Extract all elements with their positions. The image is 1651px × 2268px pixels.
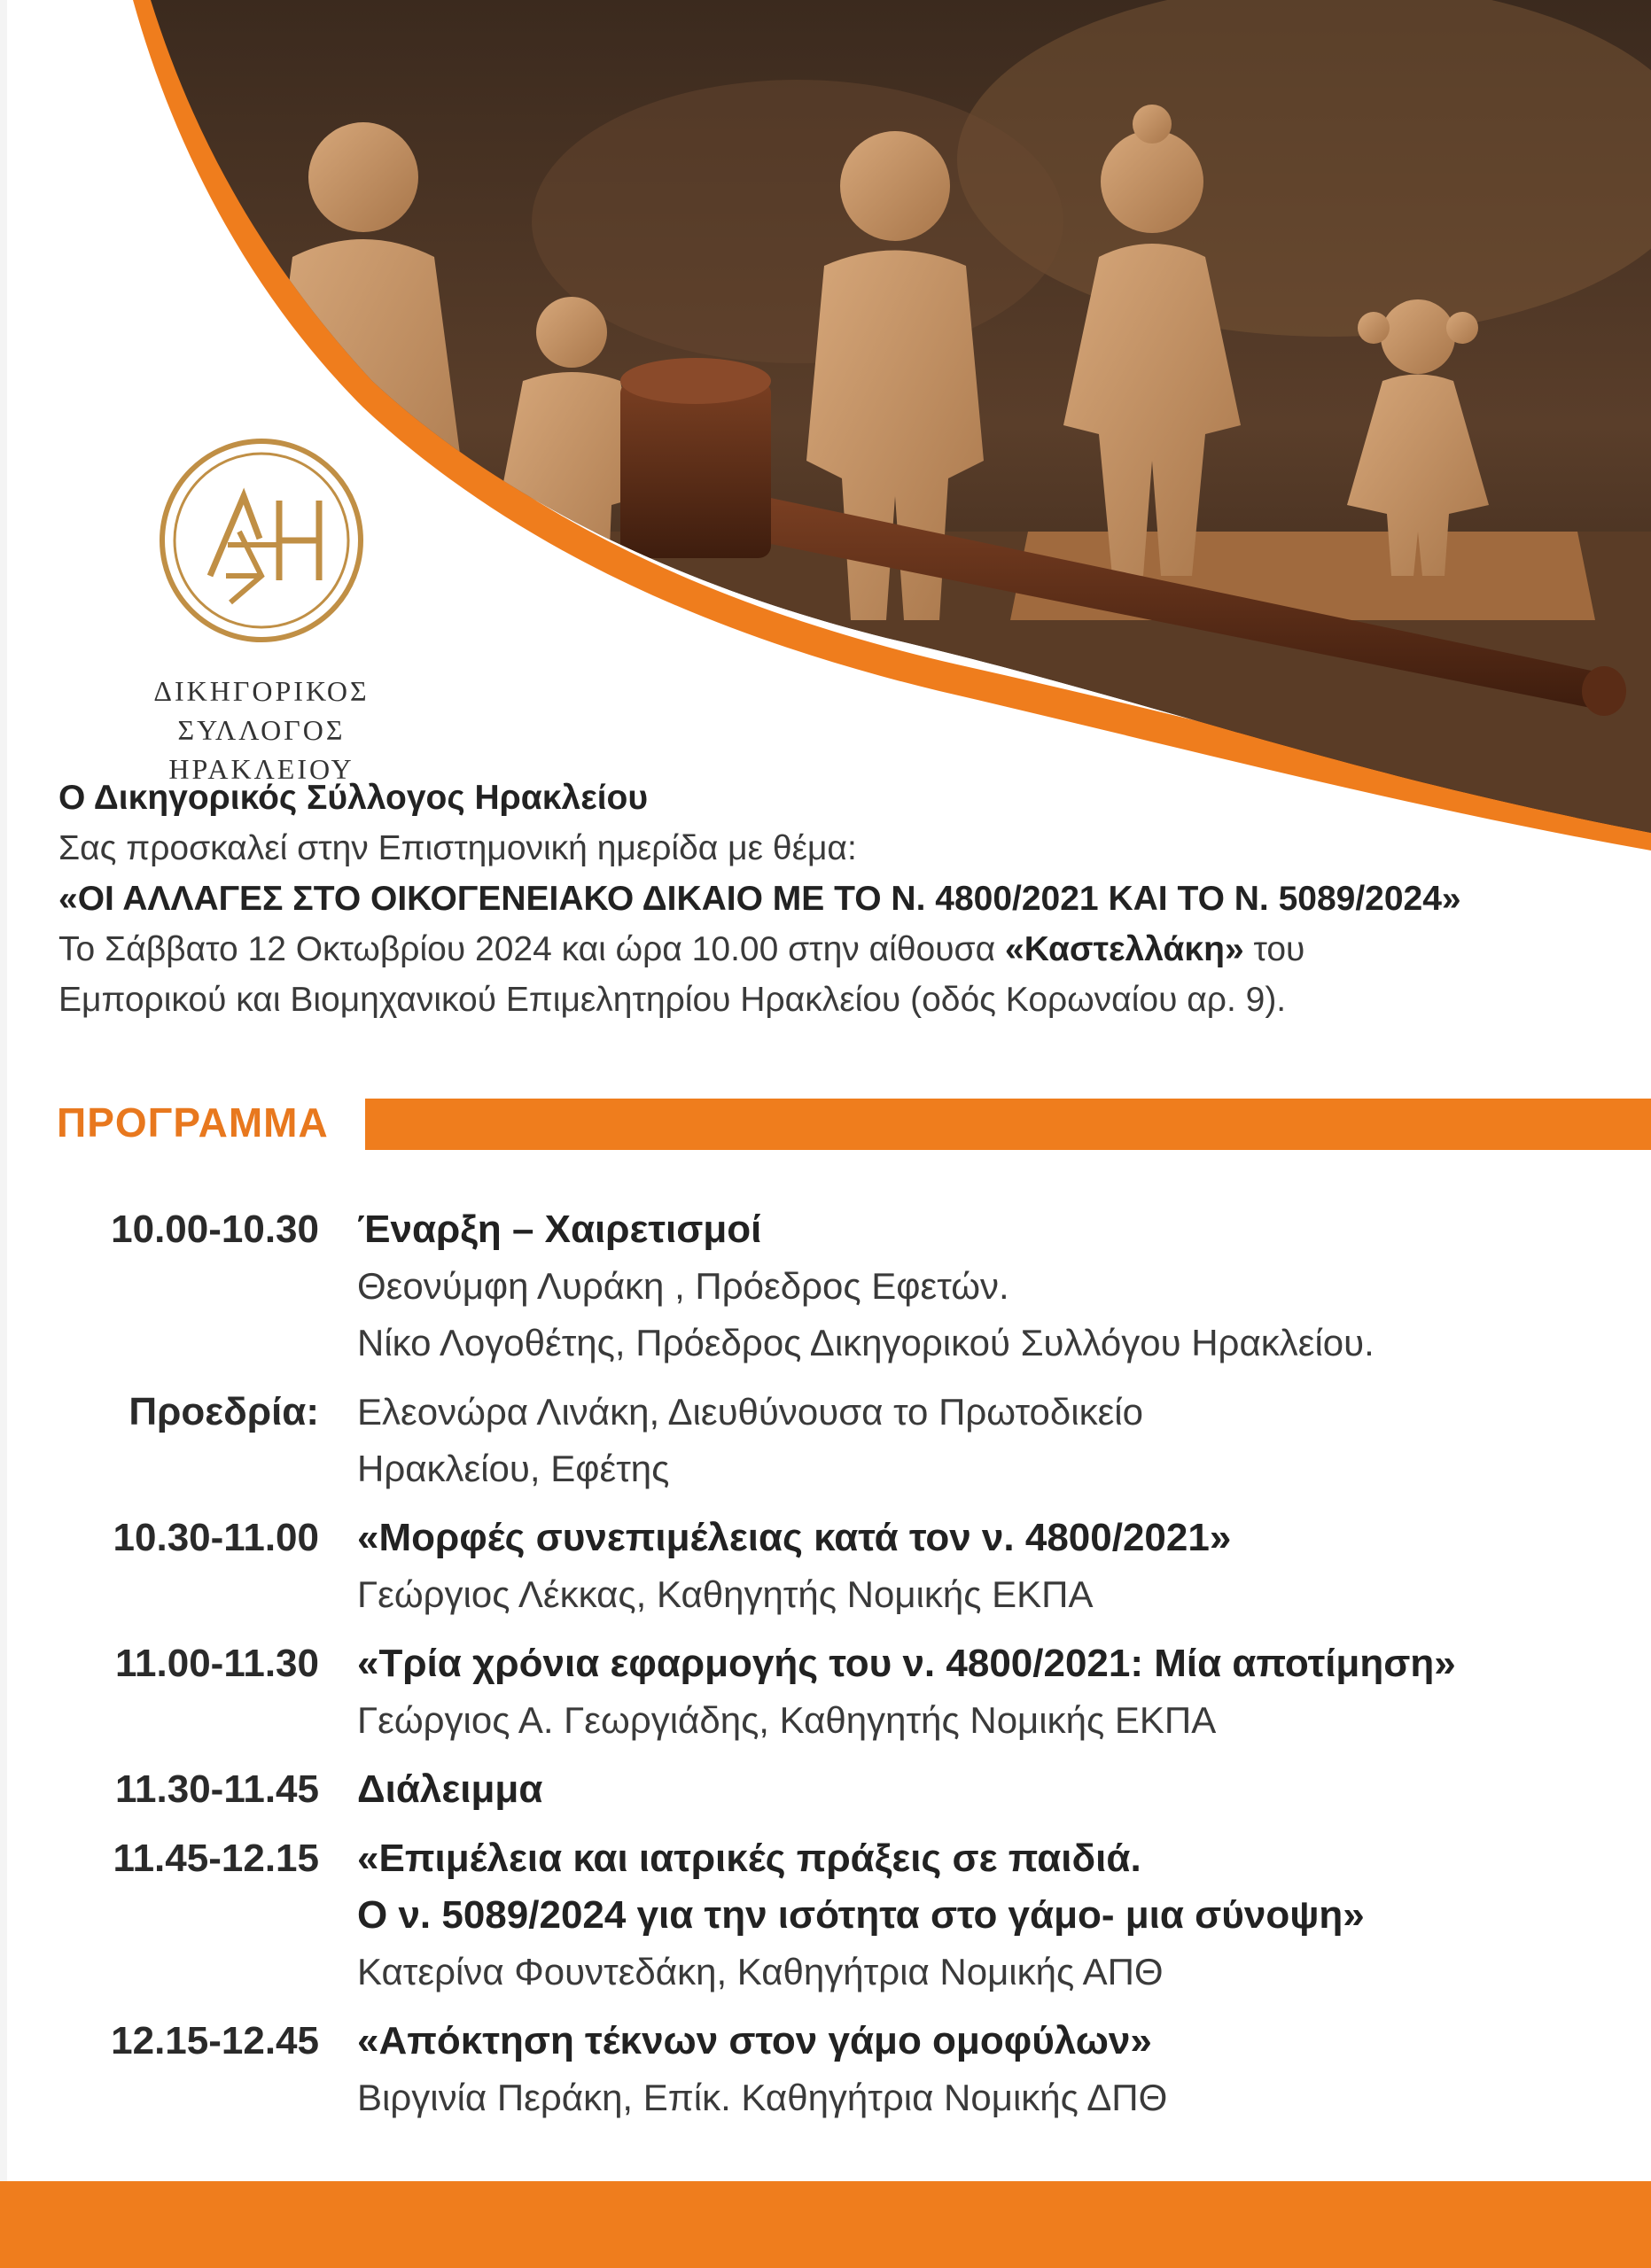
program-heading-bar (365, 1099, 1651, 1150)
session-title: Διάλειμμα (357, 1767, 543, 1811)
schedule-time: 11.00-11.30 (114, 1642, 319, 1685)
program-schedule (0, 1201, 1651, 2126)
session-title: «Μορφές συνεπιμέλειας κατά τον ν. 4800/2021» (357, 1516, 1232, 1559)
schedule-time: 11.30-11.45 (114, 1767, 319, 1811)
schedule-row (0, 1384, 1651, 1497)
schedule-row (0, 1761, 1651, 1818)
address-line: Εμπορικού και Βιομηχανικού Επιμελητηρίου Ηρακλείου (οδός Κορωναίου αρ. 9). (58, 981, 1287, 1019)
date-line (58, 924, 1618, 975)
speaker-line: Θεονύμφη Λυράκη , Πρόεδρος Εφετών. (357, 1265, 1009, 1307)
venue-name: «Καστελλάκη» (1005, 930, 1244, 968)
speaker-line: Βιργινία Περάκη, Επίκ. Καθηγήτρια Νομικής ΔΠΘ (357, 2077, 1168, 2118)
logo-emblem (155, 434, 368, 647)
schedule-row (0, 1510, 1651, 1623)
schedule-time: 12.15-12.45 (111, 2019, 319, 2062)
speaker-line: Κατερίνα Φουντεδάκη, Καθηγήτρια Νομικής ΑΠΘ (357, 1951, 1164, 1992)
speaker-line: Γεώργιος Λέκκας, Καθηγητής Νομικής ΕΚΠΑ (357, 1573, 1094, 1615)
association-logo (71, 434, 452, 788)
speaker-line: Νίκο Λογοθέτης, Πρόεδρος Δικηγορικού Συλλόγου Ηρακλείου. (357, 1322, 1375, 1363)
schedule-time: 10.00-10.30 (111, 1208, 319, 1251)
date-suffix: του (1243, 930, 1305, 968)
schedule-time: 10.30-11.00 (113, 1516, 319, 1559)
logo-name-line2: ΗΡΑΚΛΕΙΟΥ (168, 753, 354, 785)
speaker-line: Ηρακλείου, Εφέτης (357, 1448, 670, 1489)
event-title: «ΟΙ ΑΛΛΑΓΕΣ ΣΤΟ ΟΙΚΟΓΕΝΕΙΑΚΟ ΔΙΚΑΙΟ ΜΕ ΤΟ Ν. 4800/2021 ΚΑΙ ΤΟ Ν. 5089/2024» (58, 880, 1461, 918)
invitation-text (58, 773, 1618, 1025)
session-title: «Επιμέλεια και ιατρικές πράξεις σε παιδιά. (357, 1837, 1141, 1880)
date-text: Το Σάββατο 12 Οκτωβρίου 2024 και ώρα 10.00 στην αίθουσα (58, 930, 1005, 968)
invite-line: Σας προσκαλεί στην Επιστημονική ημερίδα με θέμα: (58, 829, 857, 867)
schedule-row (0, 1830, 1651, 2000)
logo-name-line1: ΔΙΚΗΓΟΡΙΚΟΣ ΣΥΛΛΟΓΟΣ (153, 675, 370, 746)
speaker-line: Γεώργιος Α. Γεωργιάδης, Καθηγητής Νομικής ΕΚΠΑ (357, 1699, 1217, 1741)
schedule-time: 11.45-12.15 (113, 1837, 319, 1880)
schedule-row (0, 1201, 1651, 1371)
program-heading: ΠΡΟΓΡΑΜΜΑ (57, 1099, 329, 1146)
session-title-continued: Ο ν. 5089/2024 για την ισότητα στο γάμο- μια σύνοψη» (357, 1893, 1365, 1937)
schedule-time: Προεδρία: (128, 1390, 319, 1433)
schedule-row (0, 1635, 1651, 1749)
session-title: «Απόκτηση τέκνων στον γάμο ομοφύλων» (357, 2019, 1152, 2062)
schedule-row (0, 2013, 1651, 2126)
footer-bar (0, 2181, 1651, 2268)
speaker-line: Ελεονώρα Λινάκη, Διευθύνουσα το Πρωτοδικείο (357, 1391, 1143, 1433)
organizer-line: Ο Δικηγορικός Σύλλογος Ηρακλείου (58, 779, 649, 817)
session-title: Έναρξη – Χαιρετισμοί (357, 1208, 762, 1251)
session-title: «Τρία χρόνια εφαρμογής του ν. 4800/2021: Μία αποτίμηση» (357, 1642, 1456, 1685)
